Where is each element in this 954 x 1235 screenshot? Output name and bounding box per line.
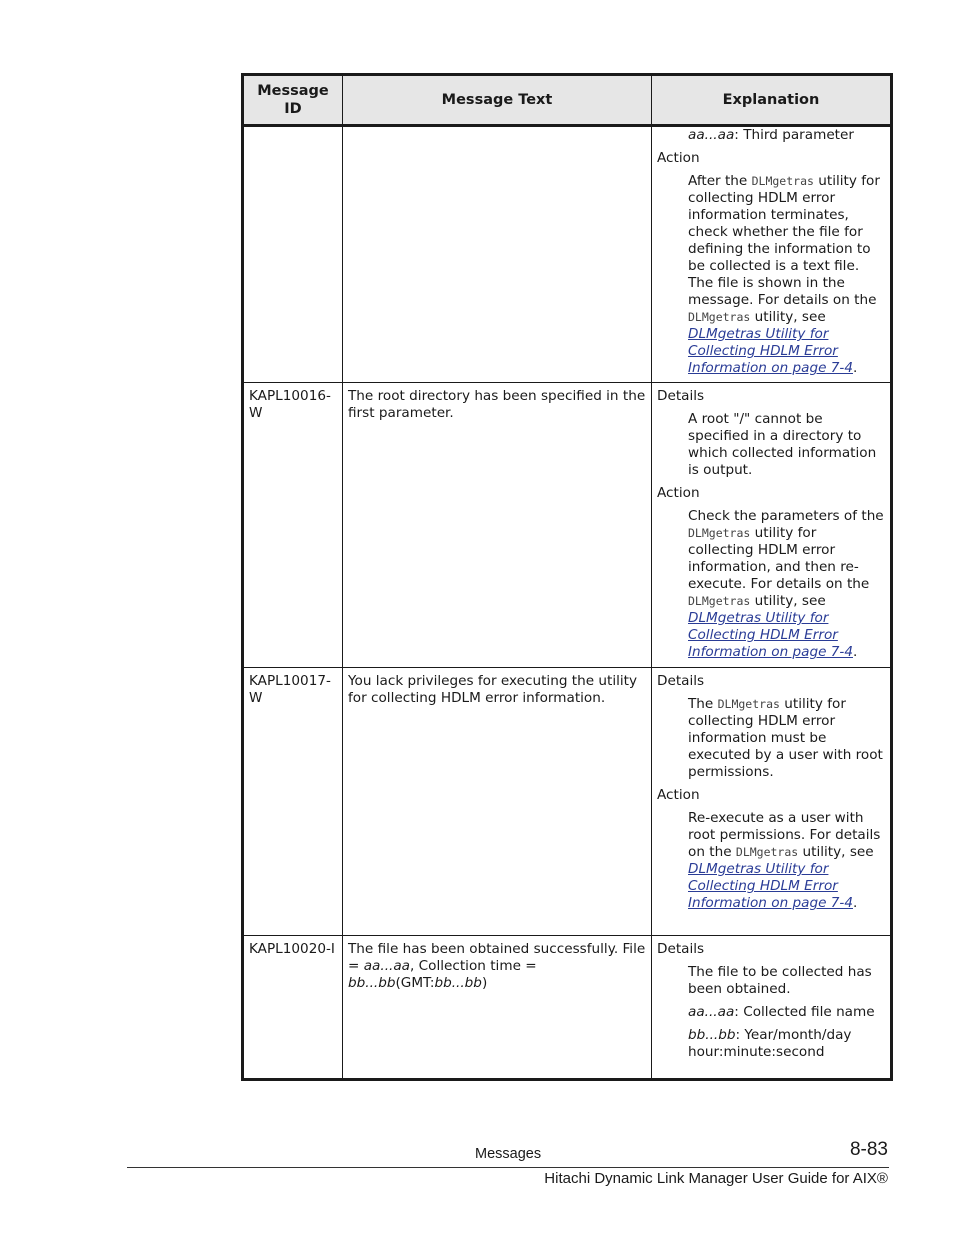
- action-text: Check the parameters of the DLMgetras utility for collecting HDLM error information, and then re-execute. For details on the DLMgetras utility, see DLMgetras Utility for Collecting HDLM Error Information on page 7-4.: [688, 508, 884, 660]
- message-id-cell: [243, 126, 343, 383]
- details-label: Details: [657, 673, 705, 689]
- details-text: The file to be collected has been obtained.: [688, 964, 872, 997]
- explanation-cell: [652, 383, 892, 668]
- action-label: Action: [657, 485, 700, 501]
- details-label: Details: [657, 941, 705, 957]
- action-label: Action: [657, 787, 700, 803]
- action-text: Re-execute as a user with root permissions. For details on the DLMgetras utility, see DLMgetras Utility for Collecting HDLM Error Information on page 7-4.: [688, 810, 881, 911]
- table-row: [243, 668, 892, 936]
- explanation-cell: [652, 126, 892, 383]
- xref-link[interactable]: DLMgetras Utility for Collecting HDLM Error Information on page 7-4: [688, 861, 853, 911]
- footer-divider: [127, 1167, 889, 1168]
- xref-link[interactable]: DLMgetras Utility for Collecting HDLM Error Information on page 7-4: [688, 610, 853, 660]
- explanation-cell: [652, 668, 892, 936]
- message-table: [241, 73, 893, 1081]
- page-number: 8-83: [849, 1139, 888, 1160]
- parameter-line: aa...aa: Collected file name: [688, 1004, 875, 1020]
- header-explanation: Explanation: [652, 75, 892, 126]
- action-text: After the DLMgetras utility for collecting HDLM error information terminates, check whether the file for defining the information to be collected is a text file. The file is shown in the message. For details on the DLMgetras utility, see DLMgetras Utility for Collecting HDLM Error Information on page 7-4.: [688, 173, 880, 376]
- message-id-cell: KAPL10017-W: [243, 668, 343, 936]
- details-text: The DLMgetras utility for collecting HDLM error information must be executed by a user with root permissions.: [688, 696, 883, 780]
- header-message-text: Message Text: [343, 75, 652, 126]
- footer-book-title: Hitachi Dynamic Link Manager User Guide for AIX®: [544, 1170, 888, 1187]
- parameter-line: aa...aa: Third parameter: [688, 127, 854, 143]
- explanation-cell: [652, 936, 892, 1080]
- message-text-cell: You lack privileges for executing the utility for collecting HDLM error information.: [343, 668, 652, 936]
- table-row: [243, 936, 892, 1080]
- action-label: Action: [657, 150, 700, 166]
- message-id-cell: KAPL10020-I: [243, 936, 343, 1080]
- message-text-cell: The file has been obtained successfully. File = aa...aa, Collection time = bb...bb(GMT:bb...bb): [343, 936, 652, 1080]
- message-text-cell: [343, 126, 652, 383]
- message-id-cell: KAPL10016-W: [243, 383, 343, 668]
- message-text-cell: The root directory has been specified in the first parameter.: [343, 383, 652, 668]
- table-row: [243, 126, 892, 383]
- header-message-id: Message ID: [243, 75, 343, 126]
- table-header-row: [243, 75, 892, 126]
- parameter-line: bb...bb: Year/month/day hour:minute:second: [688, 1027, 852, 1060]
- details-text: A root "/" cannot be specified in a directory to which collected information is output.: [688, 411, 877, 478]
- xref-link[interactable]: DLMgetras Utility for Collecting HDLM Error Information on page 7-4: [688, 326, 853, 376]
- footer-section-title: Messages: [475, 1146, 542, 1162]
- details-label: Details: [657, 388, 705, 404]
- table-row: [243, 383, 892, 668]
